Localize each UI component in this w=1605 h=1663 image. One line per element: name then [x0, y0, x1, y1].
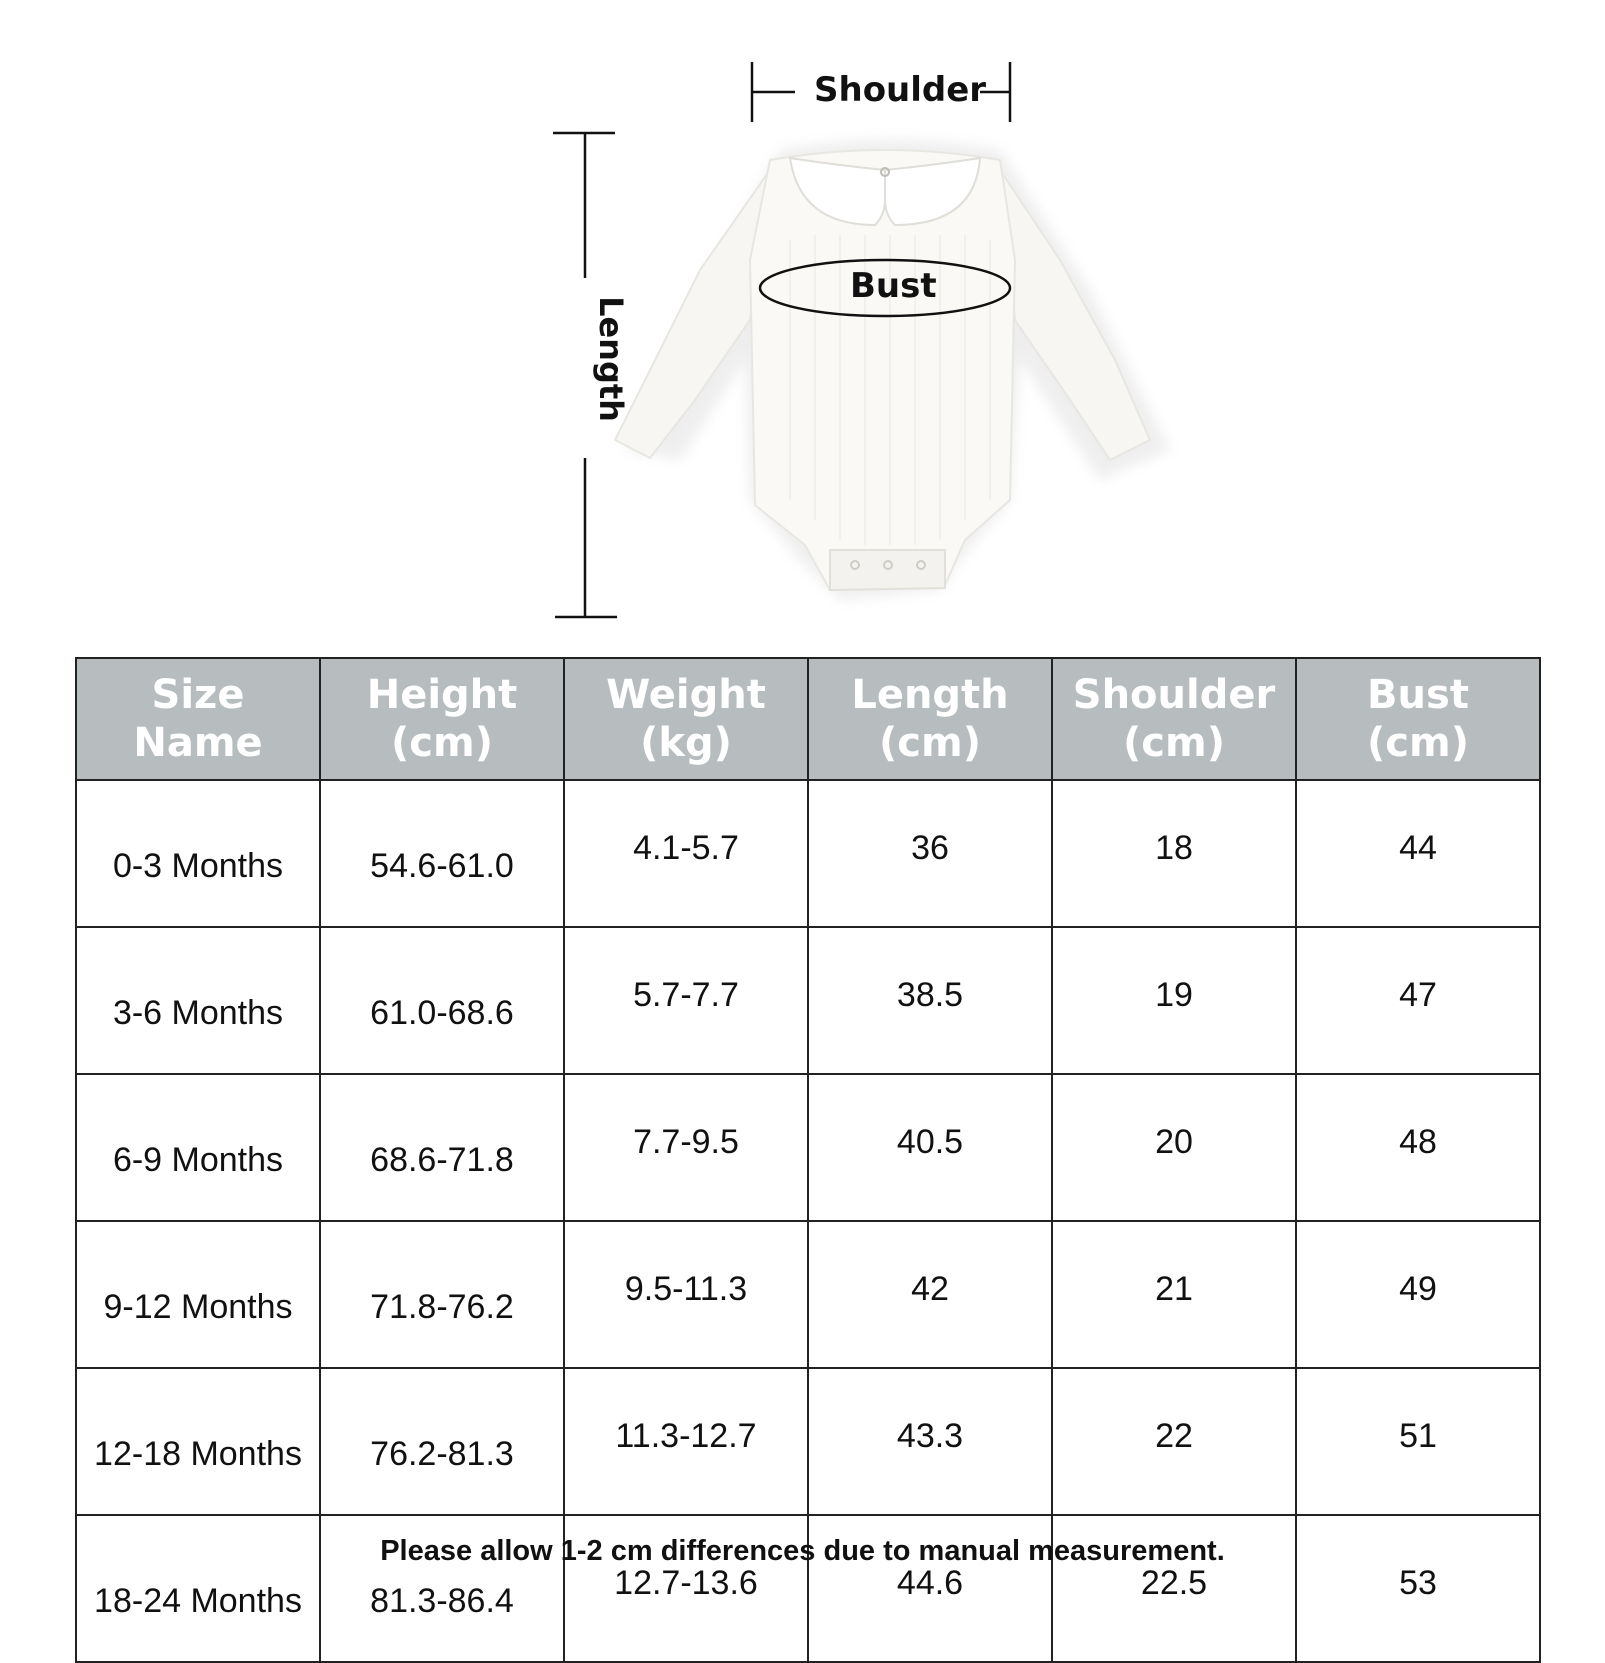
cell-shoulder: 20: [1052, 1074, 1296, 1221]
cell-size-name: 18-24 Months: [76, 1515, 320, 1662]
cell-length: 36: [808, 780, 1052, 927]
cell-weight: 9.5-11.3: [564, 1221, 808, 1368]
table-row: [76, 1221, 1540, 1368]
cell-bust: 47: [1296, 927, 1540, 1074]
measurement-diagram: [0, 0, 1605, 640]
cell-bust: 53: [1296, 1515, 1540, 1662]
cell-size-name: 12-18 Months: [76, 1368, 320, 1515]
table-row: [76, 1368, 1540, 1515]
bodysuit-shape: [615, 150, 1150, 590]
cell-height: 71.8-76.2: [320, 1221, 564, 1368]
table-row: [76, 927, 1540, 1074]
shoulder-label: Shoulder: [814, 70, 987, 110]
header-bust: Bust (cm): [1296, 658, 1540, 780]
cell-shoulder: 19: [1052, 927, 1296, 1074]
table-header-row: [76, 658, 1540, 780]
cell-height: 76.2-81.3: [320, 1368, 564, 1515]
cell-bust: 49: [1296, 1221, 1540, 1368]
cell-weight: 11.3-12.7: [564, 1368, 808, 1515]
cell-weight: 12.7-13.6: [564, 1515, 808, 1662]
size-chart-table: [75, 657, 1541, 1663]
cell-length: 44.6: [808, 1515, 1052, 1662]
cell-length: 42: [808, 1221, 1052, 1368]
header-height: Height (cm): [320, 658, 564, 780]
cell-shoulder: 22.5: [1052, 1515, 1296, 1662]
bust-label: Bust: [850, 266, 937, 306]
header-size-name: Size Name: [76, 658, 320, 780]
cell-height: 81.3-86.4: [320, 1515, 564, 1662]
header-length: Length (cm): [808, 658, 1052, 780]
table-row: [76, 780, 1540, 927]
cell-size-name: 9-12 Months: [76, 1221, 320, 1368]
bodysuit-illustration: [0, 0, 1605, 640]
length-label: Length: [591, 296, 630, 422]
cell-size-name: 6-9 Months: [76, 1074, 320, 1221]
cell-shoulder: 21: [1052, 1221, 1296, 1368]
cell-weight: 7.7-9.5: [564, 1074, 808, 1221]
cell-bust: 44: [1296, 780, 1540, 927]
cell-height: 54.6-61.0: [320, 780, 564, 927]
cell-length: 38.5: [808, 927, 1052, 1074]
cell-height: 68.6-71.8: [320, 1074, 564, 1221]
cell-bust: 51: [1296, 1368, 1540, 1515]
cell-shoulder: 22: [1052, 1368, 1296, 1515]
measurement-note: Please allow 1-2 cm differences due to manual measurement.: [380, 1535, 1225, 1567]
header-weight: Weight (kg): [564, 658, 808, 780]
cell-length: 43.3: [808, 1368, 1052, 1515]
cell-weight: 5.7-7.7: [564, 927, 808, 1074]
header-shoulder: Shoulder (cm): [1052, 658, 1296, 780]
cell-weight: 4.1-5.7: [564, 780, 808, 927]
cell-length: 40.5: [808, 1074, 1052, 1221]
cell-size-name: 3-6 Months: [76, 927, 320, 1074]
cell-size-name: 0-3 Months: [76, 780, 320, 927]
cell-height: 61.0-68.6: [320, 927, 564, 1074]
cell-shoulder: 18: [1052, 780, 1296, 927]
table-row: [76, 1074, 1540, 1221]
cell-bust: 48: [1296, 1074, 1540, 1221]
